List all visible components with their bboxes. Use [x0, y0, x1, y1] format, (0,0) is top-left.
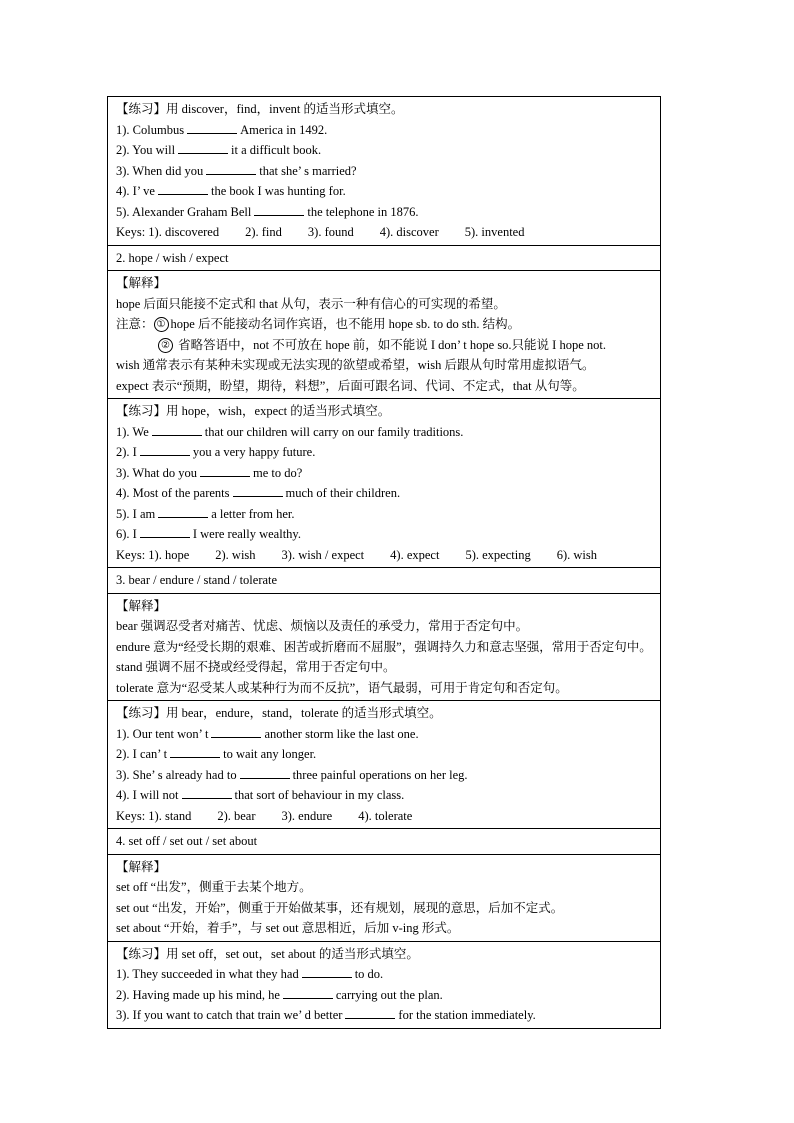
exercise-2-cell	[107, 399, 661, 568]
set-out-explanation: set out “出发，开始”，侧重于开始做某事，还有规划，展现的意思，后加不定式。	[116, 900, 564, 915]
exercise-3-title: 【练习】用 bear，endure，stand，tolerate 的适当形式填空。	[116, 706, 442, 720]
hope-explanation: hope 后面只能接不定式和 that 从句，表示一种有信心的可实现的希望。	[116, 296, 506, 311]
exercise-1-title: 【练习】用 discover，find，invent 的适当形式填空。	[116, 102, 404, 116]
exercise-3-item-2: 2). I can’ t to wait any longer.	[116, 747, 317, 761]
exercise-2-item-4: 4). Most of the parents much of their children.	[116, 486, 401, 500]
answer-blank[interactable]	[170, 746, 220, 758]
section-3-heading-cell	[107, 568, 661, 594]
circled-number-icon: ②	[158, 338, 173, 353]
section-4-explanation-cell	[107, 855, 661, 942]
exercise-1-item-4: 4). I’ ve the book I was hunting for.	[116, 184, 346, 198]
section-2-heading: 2. hope / wish / expect	[116, 250, 229, 265]
exercise-4-item-1: 1). They succeeded in what they had to do.	[116, 967, 384, 981]
exercise-1-item-2: 2). You will it a difficult book.	[116, 143, 322, 157]
answer-blank[interactable]	[345, 1007, 395, 1019]
note-2: ② 省略答语中，not 不可放在 hope 前，如不能说 I don’ t hope so.只能说 I hope not.	[116, 335, 653, 356]
answer-blank[interactable]	[152, 424, 202, 436]
exercise-4-cell	[107, 942, 661, 1029]
answer-blank[interactable]	[254, 204, 304, 216]
answer-blank[interactable]	[187, 122, 237, 134]
exercise-2-item-6: 6). I I were really wealthy.	[116, 527, 301, 541]
exercise-1-item-5: 5). Alexander Graham Bell the telephone in 1876.	[116, 204, 419, 219]
answer-blank[interactable]	[240, 767, 290, 779]
tolerate-explanation: tolerate 意为“忍受某人或某种行为而不反抗”，语气最弱，可用于肯定句和否定句。	[116, 680, 568, 695]
section-3-explanation-cell	[107, 594, 661, 702]
section-4-heading-cell	[107, 829, 661, 855]
answer-blank[interactable]	[158, 183, 208, 195]
explanation-label: 【解释】	[116, 859, 167, 874]
exercise-4-item-2: 2). Having made up his mind, he carrying out the plan.	[116, 987, 443, 1002]
answer-blank[interactable]	[283, 987, 333, 999]
exercise-1-item-3: 3). When did you that she’ s married?	[116, 163, 357, 178]
exercise-3-keys: Keys: 1). stand 2). bear 3). endure 4). tolerate	[116, 808, 413, 823]
exercise-2-item-5: 5). I am a letter from her.	[116, 506, 295, 521]
answer-blank[interactable]	[200, 465, 250, 477]
exercise-2-item-3: 3). What do you me to do?	[116, 465, 303, 480]
exercise-4-item-3: 3). If you want to catch that train we’ d better for the station immediately.	[116, 1008, 536, 1022]
circled-number-icon: ①	[154, 317, 169, 332]
bear-explanation: bear 强调忍受者对痛苦、忧虑、烦恼以及责任的承受力，常用于否定句中。	[116, 619, 529, 633]
explanation-label: 【解释】	[116, 276, 167, 290]
section-2-heading-cell	[107, 246, 661, 272]
section-3-heading: 3. bear / endure / stand / tolerate	[116, 573, 278, 587]
answer-blank[interactable]	[233, 485, 283, 497]
exercise-2-keys: Keys: 1). hope 2). wish 3). wish / expect 4). expect 5). expecting 6). wish	[116, 547, 597, 562]
section-4-heading: 4. set off / set out / set about	[116, 834, 258, 848]
expect-explanation: expect 表示“预期，盼望，期待，料想”，后面可跟名词、代词、不定式，that 从句等。	[116, 378, 585, 393]
exercise-1-item-1: 1). Columbus America in 1492.	[116, 122, 328, 137]
explanation-label: 【解释】	[116, 598, 167, 613]
exercise-2-item-2: 2). I you a very happy future.	[116, 445, 316, 459]
exercise-3-item-1: 1). Our tent won’ t another storm like the last one.	[116, 726, 419, 741]
exercise-3-item-3: 3). She’ s already had to three painful operations on her leg.	[116, 767, 468, 782]
answer-blank[interactable]	[302, 966, 352, 978]
answer-blank[interactable]	[182, 787, 232, 799]
answer-blank[interactable]	[140, 526, 190, 538]
wish-explanation: wish 通常表示有某种未实现或无法实现的欲望或希望，wish 后跟从句时常用虚拟语气。	[116, 358, 595, 372]
worksheet-table	[107, 96, 661, 1029]
answer-blank[interactable]	[178, 142, 228, 154]
note-1: 注意： ① hope 后不能接动名词作宾语，也不能用 hope sb. to do sth. 结构。	[116, 317, 521, 331]
answer-blank[interactable]	[206, 163, 256, 175]
section-2-explanation-cell	[107, 271, 661, 399]
exercise-2-item-1: 1). We that our children will carry on our family traditions.	[116, 424, 464, 439]
exercise-3-cell	[107, 701, 661, 829]
exercise-4-title: 【练习】用 set off，set out，set about 的适当形式填空。	[116, 946, 419, 961]
answer-blank[interactable]	[211, 726, 261, 738]
exercise-1-keys: Keys: 1). discovered 2). find 3). found 4). discover 5). invented	[116, 225, 525, 239]
set-off-explanation: set off “出发”，侧重于去某个地方。	[116, 880, 312, 894]
endure-explanation: endure 意为“经受长期的艰难、困苦或折磨而不屈服”，强调持久力和意志坚强，常用于否定句中。	[116, 639, 652, 654]
stand-explanation: stand 强调不屈不挠或经受得起，常用于否定句中。	[116, 660, 396, 674]
answer-blank[interactable]	[140, 444, 190, 456]
exercise-2-title: 【练习】用 hope，wish，expect 的适当形式填空。	[116, 404, 391, 418]
exercise-1-cell	[107, 96, 661, 246]
set-about-explanation: set about “开始，着手”，与 set out 意思相近，后加 v-ing 形式。	[116, 921, 460, 935]
answer-blank[interactable]	[158, 506, 208, 518]
exercise-3-item-4: 4). I will not that sort of behaviour in my class.	[116, 788, 405, 802]
